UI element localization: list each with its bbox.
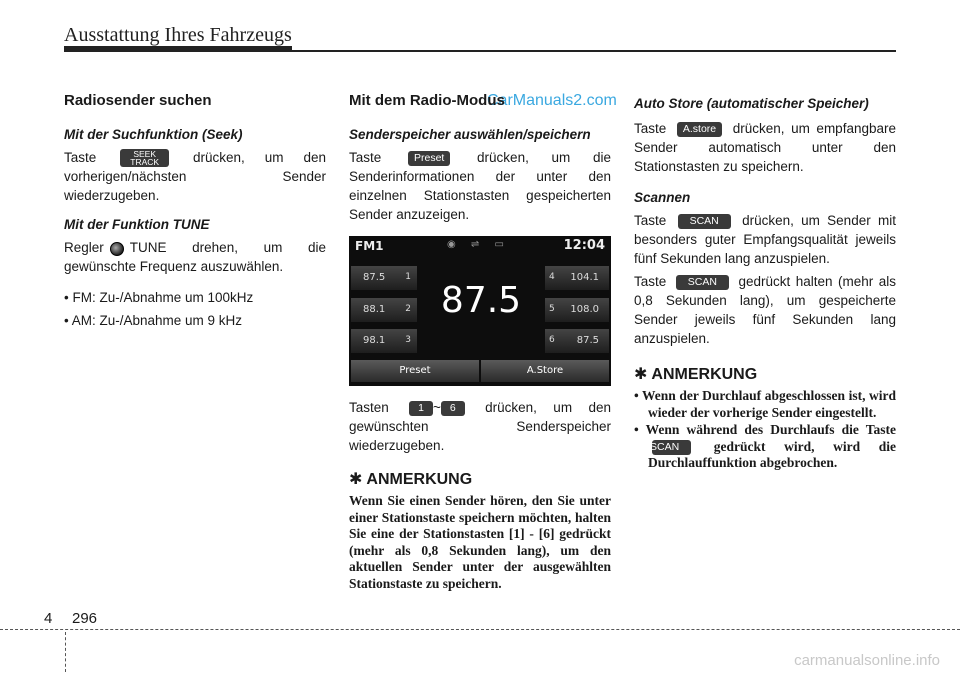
key-1-icon: 1 [409,401,433,416]
astore-key-icon: A.store [677,122,722,137]
status-icons: ◉ ⇌ ▭ [447,239,510,250]
astore-button[interactable]: A.Store [481,360,609,382]
section-heading: Mit dem Radio-Modus [349,92,505,109]
footer-rule [0,629,960,630]
text: gedrückt wird, wird die Durchlauffunktion abgebrochen. [648,438,896,470]
page-number: 296 [72,610,98,627]
key-6-icon: 6 [441,401,465,416]
notice-list [634,388,896,472]
notice-title [349,469,611,489]
text: Taste [634,213,667,228]
text: Tasten [349,400,389,415]
preset-5[interactable] [545,298,609,322]
text: ANMERKUNG [366,471,473,488]
chapter-number: 4 [44,610,53,627]
clock: 12:04 [563,238,605,253]
key-label: TRACK [130,157,160,168]
preset-2[interactable] [351,298,417,322]
section-heading: Radiosender suchen [64,92,212,109]
autostore-subheading: Auto Store (automatischer Speicher) [634,96,869,111]
notice-title [634,364,896,384]
text: TUNE drehen, um die gewünschte Frequenz auszuwählen. [64,240,326,275]
preset-num: 6 [549,335,555,345]
text: drücken, um Sender mit besonders guter Empfangsqualität jeweils fünf Sekunden lang anzuspielen. [634,213,896,266]
autostore-paragraph [634,119,896,176]
text: drücken, um den gewünschten Senderspeicher wiederzugeben. [349,400,611,453]
text: drücken, um die Senderinformationen der unter den einzelnen Stationstasten gespeicherten Sender anzuzeigen. [349,150,611,222]
header-title: Ausstattung Ihres Fahrzeugs [64,24,292,46]
scan-key-icon: SCAN [676,275,729,290]
star-icon: ✱ [349,469,363,488]
star-icon: ✱ [634,364,648,383]
column-2 [349,92,611,592]
scan-paragraph-1 [634,211,896,268]
preset-num: 4 [549,272,555,282]
tune-subheading: Mit der Funktion TUNE [64,217,210,233]
preset-freq: 98.1 [363,335,386,346]
key-label: SEEK [133,149,156,160]
text: Taste [64,150,97,165]
current-frequency: 87.5 [440,280,522,321]
text: Taste [349,150,382,165]
tasten-paragraph [349,398,611,455]
preset-3[interactable] [351,329,417,353]
seek-track-key-icon [120,149,169,167]
scan-paragraph-2 [634,272,896,348]
preset-6[interactable] [545,329,609,353]
notice-item [634,422,896,472]
preset-paragraph [349,148,611,224]
text: Regler [64,240,104,256]
preset-freq: 87.5 [363,272,386,283]
scan-key-icon: SCAN [652,440,691,455]
notice-item: • Wenn der Durchlauf abgeschlossen ist, wird wieder der vorherige Sender eingestellt. [634,388,896,420]
column-1 [64,92,326,334]
text: drücken, um den vorherigen/nächsten Sender wiederzugeben. [64,150,326,204]
preset-subheading: Senderspeicher auswählen/speichern [349,127,591,142]
notice-text: Wenn Sie einen Sender hören, den Sie unter einer Stationstaste speichern möchten, halten Sie eine der Stationstasten [1] - [6] gedrückt (mehr als 0,8 Sekunden lang), um den aktuellen Sender unter der ausgewählten Stationstaste zu speichern. [349,493,611,591]
preset-button[interactable]: Preset [351,360,479,382]
seek-paragraph [64,148,326,205]
radio-screen [349,236,611,386]
text: • Wenn während des Durchlaufs die Taste [634,422,896,437]
tune-knob-icon [110,242,124,256]
preset-num: 2 [405,304,411,314]
preset-num: 3 [405,335,411,345]
text: gedrückt halten (mehr als 0,8 Sekunden lang), um gespeicherte Sender jeweils fünf Sekunden lang anzuspielen. [634,274,896,346]
preset-4[interactable] [545,266,609,290]
footer-vrule [65,632,66,672]
preset-key-icon: Preset [408,151,450,166]
seek-subheading: Mit der Suchfunktion (Seek) [64,127,243,142]
preset-num: 5 [549,304,555,314]
tilde: ~ [433,400,441,415]
text: Taste [634,274,667,289]
text: drücken, um empfangbare Sender automatisch unter den Stationstasten zu speichern. [634,121,896,174]
preset-freq: 104.1 [570,272,599,283]
text: ANMERKUNG [651,366,758,383]
am-bullet: • AM: Zu-/Abnahme um 9 kHz [64,313,243,329]
scan-subheading: Scannen [634,190,691,205]
header-rule [64,50,896,52]
preset-freq: 88.1 [363,304,386,315]
preset-1[interactable] [351,266,417,290]
preset-freq: 87.5 [576,335,599,346]
watermark: CarManuals2.com [487,92,617,109]
fm-bullet: • FM: Zu-/Abnahme um 100kHz [64,290,254,306]
text: Taste [634,121,667,136]
tune-paragraph [64,238,326,276]
preset-num: 1 [405,272,411,282]
scan-key-icon: SCAN [678,214,731,229]
column-3 [634,92,896,473]
footer-site: carmanualsonline.info [794,652,940,669]
band-label: FM1 [355,239,384,253]
preset-freq: 108.0 [570,304,599,315]
